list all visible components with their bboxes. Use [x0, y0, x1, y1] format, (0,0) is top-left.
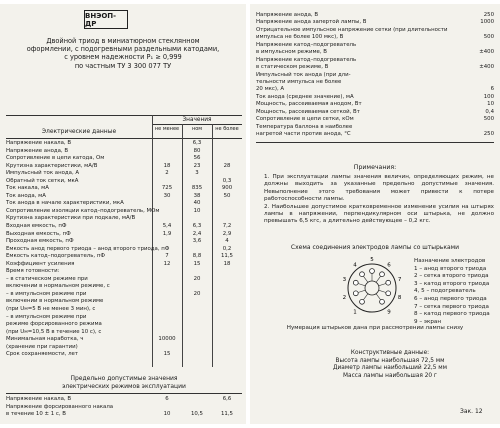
param-row	[6, 193, 242, 201]
param-name: в течение 10 ± 1 с, В	[6, 411, 66, 418]
param-value: 1,9	[162, 230, 172, 237]
param-row	[6, 351, 242, 359]
pin	[360, 272, 365, 277]
limit-row	[256, 19, 494, 26]
param-name: – в статическом режиме при	[6, 275, 88, 282]
limit-row	[256, 124, 494, 131]
limits-title-line: Предельно допустимые значения	[70, 375, 178, 382]
pin	[386, 291, 391, 296]
param-value	[212, 208, 242, 216]
param-row	[6, 321, 242, 329]
limits-title-line: электрических режимов эксплуатации	[62, 382, 186, 390]
param-name: (при Uн=10,5 В в течение 10 с), с	[6, 328, 102, 335]
param-value: 38	[193, 192, 201, 199]
param-value	[212, 200, 242, 208]
param-value: 18	[223, 260, 231, 267]
param-value: 15	[163, 351, 171, 358]
param-value: 10,5	[190, 411, 203, 418]
limit-name: импульса не более 100 мкс), В	[256, 34, 344, 41]
param-value	[212, 321, 242, 329]
pin-number: 2	[342, 295, 347, 301]
param-value: 30	[163, 192, 171, 199]
param-value: 0,3	[222, 177, 232, 184]
param-value: 10	[163, 411, 171, 418]
param-value	[152, 155, 182, 163]
param-value	[152, 268, 182, 276]
param-value: 80	[193, 147, 201, 154]
limit-value	[462, 42, 494, 49]
pin	[380, 299, 385, 304]
param-value: 6,3	[192, 223, 202, 230]
limits-section-title	[6, 375, 242, 390]
limit-value: 250	[483, 12, 494, 18]
param-value	[212, 351, 242, 359]
param-value: 11,5	[220, 411, 233, 418]
param-value	[212, 298, 242, 306]
values-group-header: Значения	[182, 117, 212, 123]
param-row	[6, 246, 242, 254]
param-value	[182, 329, 212, 337]
param-value: 40	[193, 200, 201, 207]
param-value	[182, 306, 212, 314]
pin-number: 1	[353, 309, 357, 316]
param-value: 50	[223, 192, 231, 199]
legend-item: 7 – сетка первого триода	[414, 303, 489, 310]
limit-row	[256, 64, 494, 71]
pin-numbering-note: Нумерация штырьков дана при рассмотрении лампы снизу	[286, 325, 464, 331]
design-data	[300, 350, 480, 380]
param-name: (хранение при гарантии)	[6, 343, 78, 350]
param-value: 6,3	[192, 140, 202, 146]
limit-name: Напряжение катод–подогреватель	[256, 56, 357, 63]
limit-value	[462, 124, 494, 131]
param-value: 23	[193, 162, 201, 169]
param-value	[152, 140, 182, 148]
limit-row	[256, 101, 494, 108]
param-row	[6, 396, 242, 404]
legend-item: 6 – анод первого триода	[414, 295, 487, 302]
param-value	[212, 336, 242, 344]
manufacturer-stamp: ВНЭОП-ДР	[84, 10, 128, 29]
limit-row	[256, 57, 494, 64]
pinout-title: Схема соединения электродов лампы со штырьками	[290, 244, 460, 251]
param-row	[6, 291, 242, 299]
limit-name: в статическом режиме, В	[256, 64, 329, 71]
limit-name: 20 мкс), А	[256, 86, 285, 93]
electrode-legend	[414, 258, 498, 326]
param-row	[6, 231, 242, 239]
pin-lead	[363, 294, 368, 300]
param-value	[212, 283, 242, 291]
param-row	[6, 200, 242, 208]
limit-value: 500	[483, 116, 494, 123]
limit-row	[256, 42, 494, 49]
param-name: Емкость анод первого триода – анод второго триода, пФ	[6, 245, 170, 252]
limit-value: 0,4	[485, 108, 494, 115]
param-value: 12	[163, 260, 171, 267]
param-value: 3,6	[192, 238, 202, 245]
param-name: включении в нормальном режиме, с	[6, 283, 110, 290]
param-value	[182, 283, 212, 291]
limits-table	[6, 396, 242, 419]
limit-row	[256, 72, 494, 79]
param-row	[6, 253, 242, 261]
limit-name: Мощность, рассеиваемая сеткой, Вт	[256, 108, 360, 115]
limit-row	[256, 116, 494, 123]
param-name: Время готовности:	[6, 268, 60, 275]
headline-line: Двойной триод в миниатюрном стеклянном	[46, 37, 200, 45]
pin-number: 9	[387, 309, 391, 316]
param-row	[6, 223, 242, 231]
param-row	[6, 215, 242, 223]
param-name: Ток анода в начале характеристики, мкА	[6, 200, 124, 207]
param-value	[152, 276, 182, 284]
param-value	[182, 344, 212, 352]
notes	[264, 174, 494, 226]
param-value: 10000	[158, 336, 176, 343]
param-name: Емкость катод–подогреватель, пФ	[6, 253, 106, 260]
param-value: 28	[223, 162, 231, 169]
param-name: – в импульсном режиме при	[6, 313, 87, 320]
pin-number: 5	[370, 257, 374, 263]
right-page	[250, 4, 500, 424]
limit-name: тельности импульса не более	[256, 78, 342, 85]
param-value	[182, 298, 212, 306]
param-value	[152, 291, 182, 299]
param-name: Входная емкость, пФ	[6, 223, 67, 230]
param-value	[212, 276, 242, 284]
param-row	[6, 276, 242, 284]
legend-item: 2 – сетка второго триода	[414, 273, 489, 280]
param-value	[152, 200, 182, 208]
param-value: 3	[195, 170, 199, 177]
param-value: 2,4	[192, 230, 202, 237]
param-row	[6, 170, 242, 178]
legend-item: 3 – катод второго триода	[414, 280, 490, 287]
pin-lead	[376, 294, 381, 300]
param-row	[6, 208, 242, 216]
limit-row	[256, 109, 494, 116]
pin-lead	[376, 276, 381, 282]
right-table-rule	[256, 142, 494, 143]
limit-name: нагретой части против анода, °С	[256, 131, 351, 137]
pin-number: 7	[397, 277, 402, 283]
design-item: Высота лампы наибольшая 72,5 мм	[335, 357, 445, 364]
param-value	[182, 336, 212, 344]
param-value: 5,4	[162, 223, 172, 230]
param-value: 6,6	[222, 396, 232, 402]
param-name: режиме форсированного режима	[6, 321, 102, 328]
limit-name: в импульсном режиме, В	[256, 49, 327, 56]
param-value	[212, 148, 242, 156]
pin-lead	[358, 284, 365, 286]
param-name: Выходная емкость, пФ	[6, 230, 71, 237]
limit-value: 100	[483, 93, 494, 100]
param-value: 835	[191, 185, 203, 192]
param-value	[152, 208, 182, 216]
limit-value	[462, 72, 494, 79]
param-value	[152, 329, 182, 337]
param-name: Ток анода, мА	[6, 192, 46, 199]
param-value	[212, 314, 242, 322]
param-value: 2,9	[222, 230, 232, 237]
param-value	[182, 178, 212, 186]
param-value	[212, 404, 242, 412]
param-value: 56	[193, 155, 201, 162]
limit-row	[256, 94, 494, 101]
param-value	[212, 155, 242, 163]
param-value	[152, 246, 182, 254]
limit-value	[462, 79, 494, 86]
pin	[360, 299, 365, 304]
note-1: 1. При эксплуатации лампы значения величин, определяющих режим, не должны выходить за указанные предельно допустимые значения. Невыполнение этого требования может привести к потере работоспособности лампы.	[264, 174, 494, 203]
limit-name: Напряжение анода, В	[256, 12, 319, 18]
param-value: 7,2	[222, 223, 232, 230]
pin-lead	[379, 290, 386, 292]
limit-name: Температура баллона в наиболее	[256, 123, 353, 130]
param-row	[6, 411, 242, 419]
param-value	[152, 178, 182, 186]
limit-value: 6	[490, 86, 494, 93]
limit-value: 1000	[480, 19, 494, 26]
col-max: не более	[215, 126, 239, 132]
param-name: Напряжение анода, В	[6, 147, 69, 154]
limit-name: Сопротивление в цепи сетки, кОм	[256, 116, 354, 123]
pin-lead	[358, 290, 365, 292]
electrical-params-table	[6, 140, 242, 359]
param-row	[6, 185, 242, 193]
param-value: 0,2	[222, 245, 232, 252]
design-item: Диаметр лампы наибольший 22,5 мм	[332, 365, 448, 372]
limit-value	[462, 27, 494, 34]
param-value	[212, 268, 242, 276]
param-value	[152, 298, 182, 306]
param-row	[6, 329, 242, 337]
param-value	[182, 215, 212, 223]
param-value	[212, 140, 242, 148]
param-value: 725	[161, 185, 173, 192]
param-value: 2	[165, 170, 169, 177]
param-name: Срок сохраняемости, лет	[6, 351, 79, 358]
pin-lead	[379, 284, 386, 286]
param-row	[6, 344, 242, 352]
param-value: 6	[165, 396, 169, 402]
param-name: Коэффициент усиления	[6, 260, 75, 267]
pin-number: 3	[342, 277, 347, 283]
limit-value: 250	[483, 131, 494, 137]
param-value	[212, 344, 242, 352]
param-name: Проходная емкость, пФ	[6, 238, 74, 245]
limit-value: ±400	[479, 64, 494, 71]
param-row	[6, 404, 242, 412]
param-name: Напряжение накала, В	[6, 396, 72, 402]
param-value	[152, 314, 182, 322]
param-value	[212, 291, 242, 299]
limit-name: Ток анода (среднее значение), мА	[256, 93, 354, 100]
param-value	[152, 344, 182, 352]
param-row	[6, 314, 242, 322]
pin-number: 8	[397, 295, 402, 301]
param-value	[182, 314, 212, 322]
limit-row	[256, 34, 494, 41]
limits-top-rule	[6, 393, 242, 394]
left-page	[0, 4, 246, 424]
param-name: включении в нормальном режиме	[6, 298, 104, 305]
limit-row	[256, 79, 494, 86]
param-value: 20	[193, 290, 201, 297]
param-name: – в импульсном режиме при	[6, 290, 87, 297]
limit-name: Отрицательное импульсное напряжение сетки (при длительности	[256, 26, 448, 33]
param-value	[152, 148, 182, 156]
param-row	[6, 178, 242, 186]
limit-row	[256, 49, 494, 56]
param-row	[6, 155, 242, 163]
limit-row	[256, 27, 494, 34]
limit-row	[256, 131, 494, 138]
design-item: Масса лампы наибольшая 20 г	[343, 372, 437, 379]
param-value	[152, 321, 182, 329]
param-value: 4	[225, 238, 229, 245]
design-title: Конструктивные данные:	[350, 350, 430, 356]
param-value	[182, 246, 212, 254]
pin	[353, 291, 358, 296]
param-value	[182, 396, 212, 404]
headline-line: с уровнем надежности P₁ ≥ 0,999	[64, 53, 182, 62]
pin-number: 4	[353, 262, 357, 269]
param-name: Сопротивление изоляции катод–подогреватель, МОм	[6, 207, 160, 214]
param-value	[152, 238, 182, 246]
order-number: Зак. 12	[460, 408, 483, 415]
param-value	[152, 404, 182, 412]
param-value	[212, 215, 242, 223]
param-name: Сопротивление в цепи катода, Ом	[6, 155, 105, 162]
limit-value: ±400	[479, 49, 494, 56]
limit-params-table	[256, 12, 494, 138]
param-value: 8,8	[192, 253, 202, 260]
pinout-diagram	[332, 256, 412, 322]
col-min: не менее	[154, 126, 180, 132]
legend-item: 4, 5 – подогреватель	[414, 288, 476, 295]
param-value	[182, 321, 212, 329]
param-name: Импульсный ток анода, А	[6, 170, 80, 177]
param-name: Напряжение форсированного накала	[6, 403, 114, 410]
headline-line: оформлении, с подогревными раздельными катодами,	[26, 45, 220, 54]
param-value: 900	[221, 185, 233, 192]
param-value	[182, 351, 212, 359]
param-row	[6, 148, 242, 156]
notes-title: Примечания:	[353, 164, 397, 171]
param-value	[152, 283, 182, 291]
limit-row	[256, 86, 494, 93]
legend-title: Назначение электродов	[414, 258, 486, 264]
param-value	[212, 170, 242, 178]
param-name: Крутизна характеристики при подкале, мА/В	[6, 215, 136, 222]
pin	[386, 280, 391, 285]
param-name: Крутизна характеристики, мА/В	[6, 162, 98, 169]
col-nom: ном	[191, 126, 203, 132]
limit-value: 500	[483, 34, 494, 41]
param-row	[6, 283, 242, 291]
tube-headline	[0, 37, 246, 70]
pin-lead	[363, 276, 368, 282]
pin	[353, 280, 358, 285]
limit-name: Импульсный ток анода (при дли-	[256, 71, 351, 78]
pin	[370, 269, 375, 274]
param-row	[6, 298, 242, 306]
legend-item: 1 – анод второго триода	[414, 265, 487, 272]
param-name: Ток накала, мА	[6, 185, 49, 192]
headline-line: по частным ТУ 3 300 077 ТУ	[74, 61, 172, 70]
param-row	[6, 268, 242, 276]
param-value: 11,5	[220, 253, 233, 260]
limit-name: Напряжение анода запертой лампы, В	[256, 19, 367, 26]
electrical-data-title: Электрические данные	[41, 128, 117, 135]
limit-name: Напряжение катод–подогреватель	[256, 41, 357, 48]
param-name: Напряжение накала, В	[6, 140, 72, 146]
param-value	[182, 268, 212, 276]
param-value	[182, 404, 212, 412]
param-value	[212, 329, 242, 337]
note-2: 2. Наибольшее допустимое кратковременное изменение усилия на штырях лампы в напряжении, перпендикулярном оси штырька, не должно превышать 6,5 кгс, а длительно действующее – 0,2 кгс.	[264, 203, 494, 225]
legend-item: 9 – экран	[414, 318, 441, 325]
param-value: 10	[193, 207, 201, 214]
tube-center-shield	[365, 281, 379, 295]
param-row	[6, 261, 242, 269]
param-name: Обратный ток сетки, мкА	[6, 177, 79, 184]
param-name: (при Uн=5 В не менее 3 мин), с	[6, 306, 96, 313]
param-row	[6, 238, 242, 246]
limit-value	[462, 57, 494, 64]
limit-name: Мощность, рассеиваемая анодом, Вт	[256, 101, 362, 108]
param-value	[152, 306, 182, 314]
header-bottom-rule	[6, 138, 242, 139]
param-name: Минимальная наработка, ч	[6, 336, 84, 343]
value-columns-header	[152, 124, 242, 136]
param-value	[152, 215, 182, 223]
param-row	[6, 336, 242, 344]
param-value: 7	[165, 253, 169, 260]
param-value: 15	[193, 260, 201, 267]
param-value: 20	[193, 275, 201, 282]
limit-value: 10	[487, 101, 494, 108]
legend-item: 8 – катод первого триода	[414, 311, 490, 318]
param-value	[212, 306, 242, 314]
pin-number: 6	[387, 262, 391, 269]
table-top-rule	[6, 115, 242, 116]
param-value: 18	[163, 162, 171, 169]
param-row	[6, 306, 242, 314]
pin	[380, 272, 385, 277]
param-row	[6, 140, 242, 148]
